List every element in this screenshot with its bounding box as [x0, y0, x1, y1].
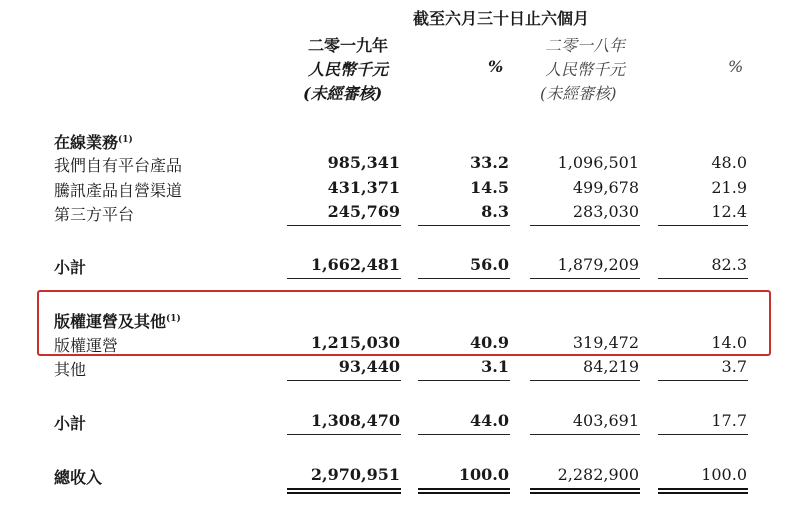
row-value-2018: 499,678	[572, 178, 639, 197]
col-2019-year: 二零一九年	[308, 36, 389, 55]
row-pct-2018: 3.7	[721, 357, 747, 376]
subtotal-pct-2018: 82.3	[711, 255, 747, 274]
total-value-2018: 2,282,900	[557, 465, 639, 484]
col-2019-unit: 人民幣千元	[308, 60, 389, 79]
rule	[287, 225, 401, 226]
row-label: 版權運營	[54, 336, 119, 355]
period-header: 截至六月三十日止六個月	[413, 9, 590, 28]
row-value-2019: 245,769	[327, 202, 400, 221]
rule	[530, 225, 640, 226]
col-2018-pct: %	[728, 57, 744, 76]
row-pct-2018: 14.0	[711, 333, 747, 352]
double-rule	[530, 488, 640, 494]
rule	[530, 434, 640, 435]
row-value-2019: 431,371	[327, 178, 400, 197]
total-label: 總收入	[54, 468, 103, 487]
row-value-2019: 985,341	[327, 153, 400, 172]
rule	[418, 225, 510, 226]
row-value-2019: 1,215,030	[310, 333, 400, 352]
row-pct-2019: 8.3	[481, 202, 509, 221]
row-pct-2018: 48.0	[711, 153, 747, 172]
rule	[658, 380, 748, 381]
col-2019-pct: %	[488, 57, 504, 76]
subtotal-pct-2018: 17.7	[711, 411, 747, 430]
rule	[658, 434, 748, 435]
total-value-2019: 2,970,951	[310, 465, 400, 484]
rule	[530, 380, 640, 381]
rule	[658, 278, 748, 279]
rule	[418, 434, 510, 435]
row-label: 第三方平台	[54, 205, 135, 224]
subtotal-value-2018: 1,879,209	[557, 255, 639, 274]
row-label: 我們自有平台產品	[54, 156, 183, 175]
section-copyright-title: 版權運營及其他$^{(1)}$	[54, 312, 181, 331]
row-value-2019: 93,440	[338, 357, 400, 376]
row-pct-2019: 33.2	[470, 153, 509, 172]
subtotal-value-2019: 1,308,470	[310, 411, 400, 430]
subtotal-label: 小計	[54, 258, 87, 277]
subtotal-pct-2019: 56.0	[470, 255, 509, 274]
col-2018-note: (未經審核)	[540, 84, 617, 103]
total-pct-2019: 100.0	[458, 465, 509, 484]
subtotal-value-2019: 1,662,481	[310, 255, 400, 274]
row-pct-2019: 3.1	[481, 357, 509, 376]
row-label: 其他	[54, 360, 87, 379]
row-label: 騰訊產品自營渠道	[54, 181, 183, 200]
row-value-2018: 84,219	[583, 357, 639, 376]
rule	[530, 278, 640, 279]
rule	[418, 278, 510, 279]
subtotal-value-2018: 403,691	[572, 411, 639, 430]
col-2018-year: 二零一八年	[545, 36, 626, 55]
col-2019-note: (未經審核)	[303, 84, 383, 103]
row-value-2018: 1,096,501	[557, 153, 639, 172]
total-pct-2018: 100.0	[701, 465, 747, 484]
row-value-2018: 283,030	[572, 202, 639, 221]
row-pct-2018: 12.4	[711, 202, 747, 221]
rule	[418, 380, 510, 381]
rule	[287, 434, 401, 435]
row-pct-2019: 40.9	[470, 333, 509, 352]
double-rule	[658, 488, 748, 494]
col-2018-unit: 人民幣千元	[545, 60, 626, 79]
section-online-title: 在線業務$^{(1)}$	[54, 133, 133, 152]
double-rule	[287, 488, 401, 494]
double-rule	[418, 488, 510, 494]
row-value-2018: 319,472	[572, 333, 639, 352]
rule	[287, 380, 401, 381]
row-pct-2018: 21.9	[711, 178, 747, 197]
row-pct-2019: 14.5	[470, 178, 509, 197]
subtotal-label: 小計	[54, 414, 87, 433]
subtotal-pct-2019: 44.0	[470, 411, 509, 430]
rule	[658, 225, 748, 226]
rule	[287, 278, 401, 279]
